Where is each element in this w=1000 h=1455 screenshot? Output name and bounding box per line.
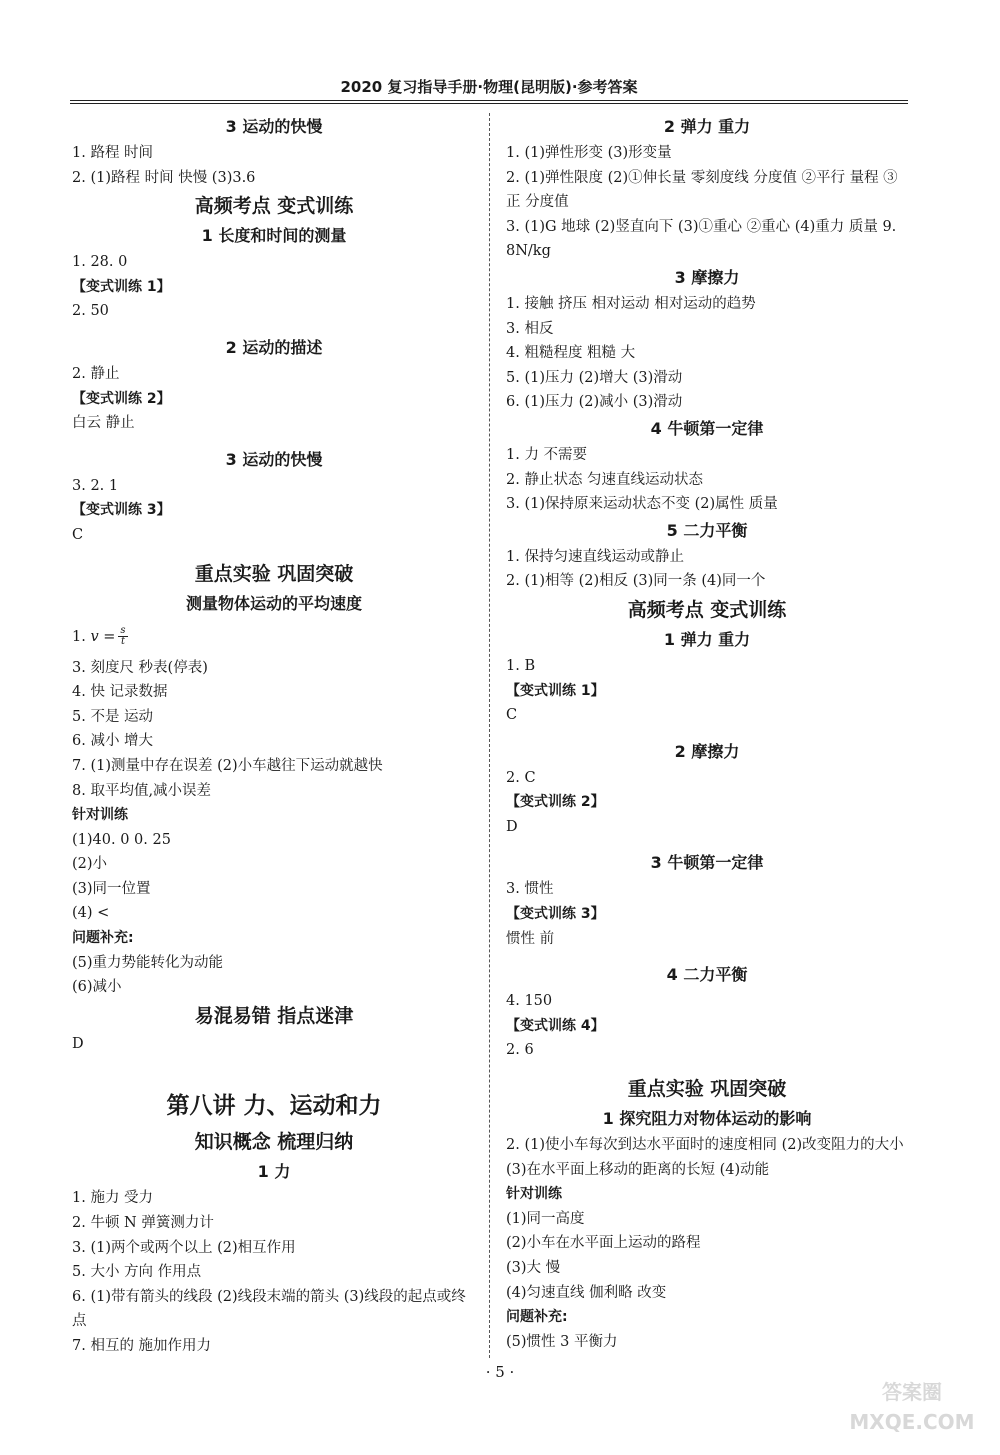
right-column — [506, 113, 908, 1354]
formula-v: v = — [90, 628, 116, 645]
section-heading: 易混易错 指点迷津 — [194, 1004, 354, 1027]
answer-line: 4. 150 — [506, 993, 553, 1010]
answer-line: 3. 惯性 — [506, 881, 554, 898]
variant-tag: 【变式训练 1】 — [72, 278, 171, 295]
answer-line: 3. (1)保持原来运动状态不变 (2)属性 质量 — [506, 496, 778, 513]
formula-numerator: s — [120, 625, 126, 637]
answer-line: D — [72, 1035, 84, 1052]
answer-line: (2)小车在水平面上运动的路程 — [506, 1235, 701, 1252]
answer-line: 8. 取平均值,减小误差 — [72, 782, 212, 799]
section-title: 2 摩擦力 — [674, 741, 740, 761]
answer-line: C — [506, 707, 518, 724]
section-title: 4 牛顿第一定律 — [650, 418, 764, 438]
practice-tag: 针对训练 — [506, 1186, 562, 1203]
answer-line: 7. 相互的 施加作用力 — [72, 1338, 212, 1354]
supplement-tag: 问题补充: — [506, 1309, 568, 1326]
answer-line: 2. (1)路程 时间 快慢 (3)3.6 — [72, 169, 256, 186]
answer-line: 惯性 前 — [506, 930, 555, 947]
answer-line: (3)同一位置 — [72, 880, 151, 897]
formula-line — [72, 618, 476, 656]
section-title: 2 弹力 重力 — [663, 117, 751, 136]
section-title: 4 二力平衡 — [666, 965, 748, 985]
header-rule-top — [70, 100, 908, 101]
variant-tag: 【变式训练 2】 — [506, 794, 605, 811]
section-title: 测量物体运动的平均速度 — [185, 593, 362, 613]
answer-line: 3. (1)两个或两个以上 (2)相互作用 — [72, 1239, 296, 1256]
velocity-formula — [90, 618, 127, 656]
answer-line: 2. C — [506, 769, 536, 786]
answer-line: (1)40. 0 0. 25 — [72, 831, 171, 848]
answer-line: 5. 大小 方向 作用点 — [72, 1264, 202, 1281]
answer-line: 2. 静止状态 匀速直线运动状态 — [506, 471, 704, 488]
supplement-tag: 问题补充: — [72, 930, 134, 947]
answer-line: (3)大 慢 — [506, 1260, 561, 1276]
answer-line: 1. 接触 挤压 相对运动 相对运动的趋势 — [506, 295, 756, 312]
answer-line: 2. (1)使小车每次到达水平面时的速度相同 (2)改变阻力的大小 (3)在水平面上移动的距离的长短 (4)动能 — [506, 1137, 904, 1178]
formula-prefix: 1. — [72, 628, 91, 645]
answer-line: 4. 粗糙程度 粗糙 大 — [506, 345, 636, 362]
answer-line: (5)重力势能转化为动能 — [72, 954, 224, 971]
variant-tag: 【变式训练 3】 — [72, 502, 171, 519]
answer-line: (1)同一高度 — [506, 1210, 585, 1227]
section-title: 1 弹力 重力 — [663, 629, 751, 649]
section-title: 1 力 — [257, 1162, 291, 1182]
section-heading: 高频考点 变式训练 — [627, 598, 787, 621]
page-number: · 5 · — [485, 1363, 515, 1381]
variant-tag: 【变式训练 4】 — [506, 1017, 605, 1034]
answer-line: (4)匀速直线 伽利略 改变 — [506, 1284, 667, 1301]
formula-denominator: t — [120, 636, 125, 648]
section-title: 3 运动的快慢 — [225, 117, 323, 136]
section-title: 2 运动的描述 — [225, 337, 323, 357]
answer-line: 2. (1)弹性限度 (2)①伸长量 零刻度线 分度值 ②平行 量程 ③正 分度值 — [506, 169, 898, 211]
section-title: 3 运动的快慢 — [225, 449, 323, 469]
answer-line: 6. (1)压力 (2)减小 (3)滑动 — [506, 394, 683, 411]
answer-line: 白云 静止 — [72, 415, 135, 432]
section-heading: 知识概念 梳理归纳 — [194, 1131, 354, 1154]
section-heading: 重点实验 巩固突破 — [194, 562, 354, 585]
answer-line: (4) < — [72, 905, 110, 922]
section-title: 1 长度和时间的测量 — [201, 226, 347, 246]
section-title: 5 二力平衡 — [666, 520, 748, 540]
answer-line: 3. 相反 — [506, 320, 554, 337]
lecture-title: 第八讲 力、运动和力 — [166, 1093, 382, 1120]
answer-line: 3. 2. 1 — [72, 477, 119, 494]
answer-line: 1. 28. 0 — [72, 254, 128, 271]
answer-line: 6. 减小 增大 — [72, 733, 154, 750]
left-column — [72, 113, 476, 1359]
section-title: 3 牛顿第一定律 — [650, 853, 764, 873]
section-heading: 重点实验 巩固突破 — [627, 1078, 787, 1101]
column-divider — [489, 113, 490, 1358]
answer-line: 2. 6 — [506, 1042, 534, 1059]
variant-tag: 【变式训练 2】 — [72, 390, 171, 407]
practice-tag: 针对训练 — [72, 807, 128, 824]
answer-line: 7. (1)测量中存在误差 (2)小车越往下运动就越快 — [72, 757, 383, 774]
answer-line: 6. (1)带有箭头的线段 (2)线段末端的箭头 (3)线段的起点或终点 — [72, 1288, 466, 1330]
watermark-logo — [832, 1377, 992, 1447]
answer-line: 2. 静止 — [72, 365, 120, 382]
variant-tag: 【变式训练 1】 — [506, 682, 605, 699]
answer-line: 2. (1)相等 (2)相反 (3)同一条 (4)同一个 — [506, 573, 766, 590]
answer-line: D — [506, 818, 518, 835]
answer-line: 5. 不是 运动 — [72, 708, 154, 725]
answer-line: 3. (1)G 地球 (2)竖直向下 (3)①重心 ②重心 (4)重力 质量 9. 8N/kg — [506, 218, 897, 260]
answer-line: 4. 快 记录数据 — [72, 684, 168, 701]
answer-line: 2. 50 — [72, 303, 109, 320]
page-header: 2020 复习指导手册·物理(昆明版)·参考答案 — [340, 78, 638, 96]
answer-line: 3. 刻度尺 秒表(停表) — [72, 659, 208, 676]
answer-line: (2)小 — [72, 856, 108, 873]
section-title: 3 摩擦力 — [674, 267, 740, 287]
answer-line: (5)惯性 3 平衡力 — [506, 1333, 618, 1350]
answer-line: 1. 保持匀速直线运动或静止 — [506, 548, 684, 565]
answer-line: 2. 牛顿 N 弹簧测力计 — [72, 1215, 214, 1232]
answer-line: 1. 施力 受力 — [72, 1190, 154, 1207]
watermark-line: MXQE.COM — [849, 1410, 975, 1434]
answer-line: (6)减小 — [72, 979, 122, 996]
answer-line: 5. (1)压力 (2)增大 (3)滑动 — [506, 369, 683, 386]
formula-fraction — [118, 626, 127, 647]
variant-tag: 【变式训练 3】 — [506, 906, 605, 923]
answer-line: 1. (1)弹性形变 (3)形变量 — [506, 145, 672, 161]
answer-line: C — [72, 526, 84, 543]
answer-line: 1. 力 不需要 — [506, 446, 588, 463]
answer-line: 1. B — [506, 657, 536, 674]
section-heading: 高频考点 变式训练 — [194, 195, 354, 218]
header-rule-bottom — [70, 103, 908, 104]
section-title: 1 探究阻力对物体运动的影响 — [602, 1109, 812, 1129]
answer-line: 1. 路程 时间 — [72, 145, 154, 161]
watermark-line: 答案圈 — [882, 1380, 942, 1404]
